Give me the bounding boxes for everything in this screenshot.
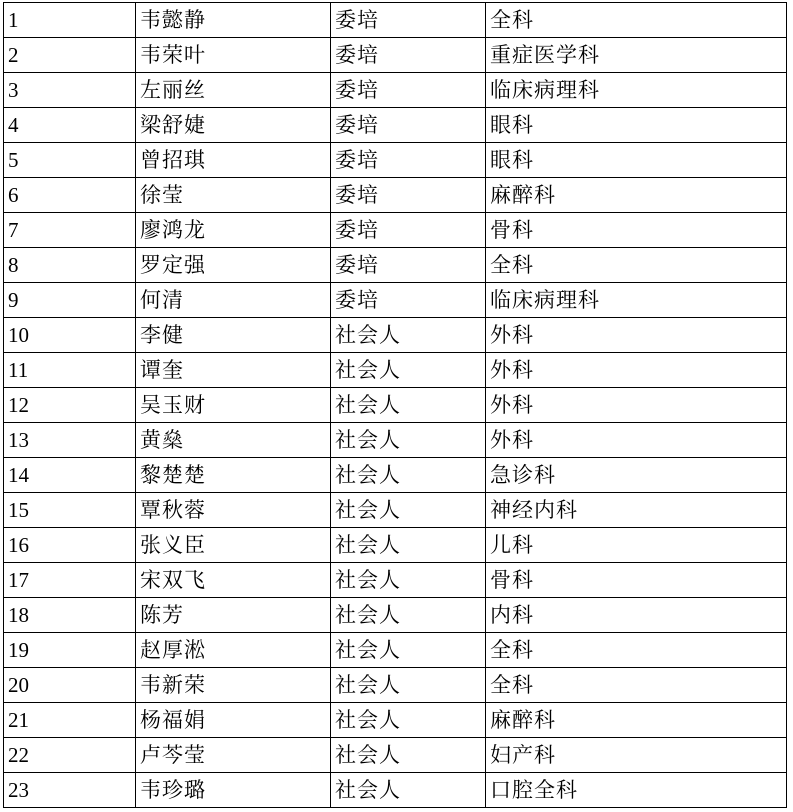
department-cell: 口腔全科 [486, 773, 787, 808]
row-number-cell: 9 [4, 283, 136, 318]
department-cell: 麻醉科 [486, 178, 787, 213]
trainee-type-cell: 委培 [331, 38, 486, 73]
row-number-cell: 10 [4, 318, 136, 353]
table-row [4, 38, 787, 73]
table-row [4, 738, 787, 773]
department-cell: 神经内科 [486, 493, 787, 528]
department-cell: 临床病理科 [486, 73, 787, 108]
department-cell: 重症医学科 [486, 38, 787, 73]
trainee-type-cell: 社会人 [331, 493, 486, 528]
department-cell: 急诊科 [486, 458, 787, 493]
table-row [4, 318, 787, 353]
trainee-type-cell: 社会人 [331, 668, 486, 703]
department-cell: 外科 [486, 423, 787, 458]
row-number-cell: 17 [4, 563, 136, 598]
row-number-cell: 2 [4, 38, 136, 73]
table-row [4, 668, 787, 703]
table-row [4, 108, 787, 143]
row-number-cell: 8 [4, 248, 136, 283]
table-row [4, 563, 787, 598]
trainee-type-cell: 委培 [331, 178, 486, 213]
department-cell: 外科 [486, 388, 787, 423]
row-number-cell: 13 [4, 423, 136, 458]
table-row [4, 248, 787, 283]
row-number-cell: 14 [4, 458, 136, 493]
name-cell: 李健 [136, 318, 331, 353]
table-row [4, 598, 787, 633]
row-number-cell: 19 [4, 633, 136, 668]
trainee-type-cell: 委培 [331, 73, 486, 108]
name-cell: 韦荣叶 [136, 38, 331, 73]
table-row [4, 633, 787, 668]
name-cell: 卢芩莹 [136, 738, 331, 773]
department-cell: 外科 [486, 318, 787, 353]
department-cell: 全科 [486, 248, 787, 283]
department-cell: 妇产科 [486, 738, 787, 773]
name-cell: 徐莹 [136, 178, 331, 213]
trainee-type-cell: 社会人 [331, 773, 486, 808]
name-cell: 谭奎 [136, 353, 331, 388]
trainee-type-cell: 社会人 [331, 633, 486, 668]
row-number-cell: 18 [4, 598, 136, 633]
roster-table-body [4, 3, 787, 808]
trainee-type-cell: 社会人 [331, 528, 486, 563]
name-cell: 韦新荣 [136, 668, 331, 703]
row-number-cell: 22 [4, 738, 136, 773]
department-cell: 骨科 [486, 213, 787, 248]
department-cell: 全科 [486, 668, 787, 703]
table-row [4, 143, 787, 178]
name-cell: 吴玉财 [136, 388, 331, 423]
table-row [4, 773, 787, 808]
row-number-cell: 5 [4, 143, 136, 178]
name-cell: 左丽丝 [136, 73, 331, 108]
table-row [4, 703, 787, 738]
table-row [4, 178, 787, 213]
table-row [4, 458, 787, 493]
department-cell: 临床病理科 [486, 283, 787, 318]
trainee-type-cell: 社会人 [331, 563, 486, 598]
trainee-type-cell: 社会人 [331, 353, 486, 388]
table-row [4, 73, 787, 108]
trainee-type-cell: 委培 [331, 283, 486, 318]
department-cell: 外科 [486, 353, 787, 388]
department-cell: 全科 [486, 3, 787, 38]
trainee-type-cell: 社会人 [331, 318, 486, 353]
department-cell: 眼科 [486, 108, 787, 143]
trainee-type-cell: 社会人 [331, 703, 486, 738]
row-number-cell: 20 [4, 668, 136, 703]
department-cell: 全科 [486, 633, 787, 668]
row-number-cell: 21 [4, 703, 136, 738]
department-cell: 眼科 [486, 143, 787, 178]
row-number-cell: 7 [4, 213, 136, 248]
row-number-cell: 23 [4, 773, 136, 808]
name-cell: 张义臣 [136, 528, 331, 563]
name-cell: 杨福娟 [136, 703, 331, 738]
name-cell: 梁舒婕 [136, 108, 331, 143]
table-row [4, 423, 787, 458]
name-cell: 廖鸿龙 [136, 213, 331, 248]
table-row [4, 528, 787, 563]
row-number-cell: 16 [4, 528, 136, 563]
row-number-cell: 15 [4, 493, 136, 528]
trainee-type-cell: 社会人 [331, 738, 486, 773]
trainee-type-cell: 委培 [331, 143, 486, 178]
name-cell: 覃秋蓉 [136, 493, 331, 528]
row-number-cell: 11 [4, 353, 136, 388]
row-number-cell: 1 [4, 3, 136, 38]
trainee-type-cell: 社会人 [331, 423, 486, 458]
table-row [4, 388, 787, 423]
trainee-type-cell: 社会人 [331, 458, 486, 493]
table-row [4, 283, 787, 318]
row-number-cell: 6 [4, 178, 136, 213]
trainee-type-cell: 委培 [331, 213, 486, 248]
name-cell: 罗定强 [136, 248, 331, 283]
table-row [4, 3, 787, 38]
row-number-cell: 3 [4, 73, 136, 108]
trainee-type-cell: 社会人 [331, 598, 486, 633]
department-cell: 麻醉科 [486, 703, 787, 738]
table-row [4, 353, 787, 388]
row-number-cell: 4 [4, 108, 136, 143]
name-cell: 韦珍璐 [136, 773, 331, 808]
trainee-type-cell: 委培 [331, 3, 486, 38]
name-cell: 曾招琪 [136, 143, 331, 178]
name-cell: 赵厚淞 [136, 633, 331, 668]
roster-table [3, 2, 787, 808]
table-row [4, 493, 787, 528]
trainee-type-cell: 委培 [331, 248, 486, 283]
table-row [4, 213, 787, 248]
name-cell: 何清 [136, 283, 331, 318]
name-cell: 黄燊 [136, 423, 331, 458]
name-cell: 宋双飞 [136, 563, 331, 598]
trainee-type-cell: 社会人 [331, 388, 486, 423]
trainee-type-cell: 委培 [331, 108, 486, 143]
name-cell: 黎楚楚 [136, 458, 331, 493]
department-cell: 骨科 [486, 563, 787, 598]
name-cell: 韦懿静 [136, 3, 331, 38]
department-cell: 内科 [486, 598, 787, 633]
department-cell: 儿科 [486, 528, 787, 563]
row-number-cell: 12 [4, 388, 136, 423]
name-cell: 陈芳 [136, 598, 331, 633]
